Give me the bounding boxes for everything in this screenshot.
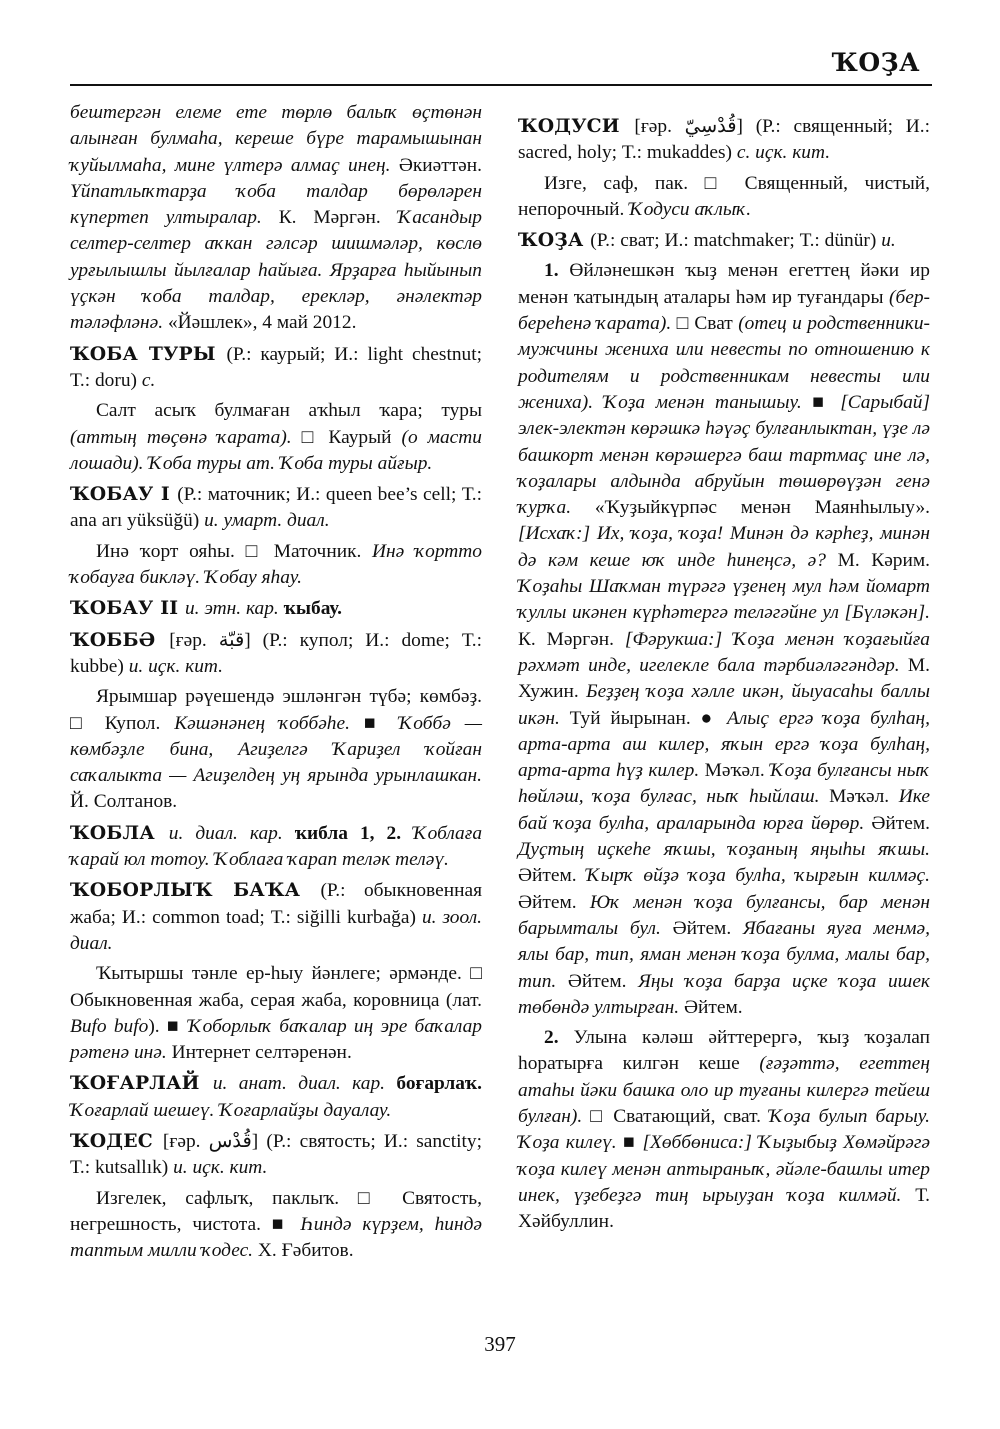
headword: ҠОБАУ II <box>70 597 185 620</box>
bold-text: 2. <box>544 1027 574 1049</box>
italic-text: Алыҫ ергә ҡоҙа булһаң, арта-арта аш килер, яҡын ергә ҡоҙа булһаң, арта-арта һүҙ килер. <box>518 707 930 782</box>
italic-text: (отец и родственники-мужчины жениха или невесты по отношению к родителям и родственникам невесты или жениха). Ҡоҙа менән танышыу. <box>518 313 930 413</box>
italic-text: Ҡоблаға ҡарай юл тотоу. Ҡоблаға ҡарап теләк теләү. <box>70 822 483 871</box>
headword: ҠОҒАРЛАЙ <box>70 1072 213 1095</box>
text-run: Ҡытыршы тәнле ер-һыу йәнлеге; әрмәнде. □ Обыкновенная жаба, серая жаба, коровница (лат. <box>70 963 482 1011</box>
italic-text: [Исхаҡ:] Их, ҡоҙа, ҡоҙа! Минән дә кәрһеҙ, минән дә кәм кеше юҡ инде һинеңсә, ә? <box>518 523 930 571</box>
italic-text: Беҙҙең ҡоҙа хәлле икән, йыуасаһы баллы икән. <box>518 681 930 729</box>
italic-text: Ҡоборлыҡ баҡалар иң эре баҡалар рәтенә инә. <box>70 1015 482 1064</box>
text-run: Х. Ғәбитов. <box>257 1240 354 1262</box>
bold-text: ҡибла 1, 2. <box>294 822 414 844</box>
italic-text: (аттың төҫөнә ҡарата). <box>70 426 302 448</box>
italic-text: Ҡырҡ өйҙә ҡоҙа булһа, ҡырғын килмәҫ. <box>586 865 930 887</box>
italic-text: Ябағаны яуға менмә, ялы бар, тип, яман менән ҡоҙа булма, малы бар, тип. <box>518 917 930 992</box>
text-run: Әйтем. <box>567 970 639 992</box>
text-run: Изгелек, сафлыҡ, паклыҡ. □ Святость, негрешность, чистота. ■ <box>70 1187 482 1235</box>
text-run: К. Мәргән. <box>518 628 625 650</box>
text-run: Өйләнешкән ҡыҙ менән егеттең йәки ир менән ҡатындың аталары һәм ир туғандары <box>518 260 931 308</box>
dictionary-entry <box>70 877 482 957</box>
headword: ҠОДЕС <box>70 1129 163 1152</box>
text-run: ). ■ <box>148 1015 189 1037</box>
left-column <box>70 100 482 1268</box>
italic-text: Юҡ менән ҡоҙа булғансы, бар менән барымталы бул. <box>518 891 930 939</box>
italic-text: Ҡодуси аҡлыҡ. <box>629 198 752 220</box>
dictionary-entry <box>70 595 482 622</box>
bold-text: боғарлаҡ. <box>396 1073 482 1095</box>
headword: ҠОБАУ I <box>70 483 178 506</box>
italic-text: Ҡасандыр селтер-селтер аҡкан гәлсәр шишмәләр, көслө урғылышлы йылғалар һайыға. Ярҙарға һыйынып үҫкән ҡоба талдар, ерекләр, әнәлектәр тәләфләнә. <box>70 207 482 334</box>
italic-text: [Сарыбай] элек-электән көрәшкә һәүәҫ булғанлыктан, үҙе лә башкорт менән көрәшергә баш тартмаҫ ине лә, ҡоҙалары алдында абруйын төшөрөүҙән генә ҡурҡа. <box>518 391 931 519</box>
dictionary-entry <box>70 820 482 874</box>
text-run: [ғәр. قُدْس] (Р.: святость; И.: sanctity; Т.: kutsallık) <box>70 1130 482 1179</box>
entry-paragraph <box>518 171 930 224</box>
text-run: Интернет селтәренән. <box>171 1042 352 1064</box>
text-run: К. Мәргән. <box>278 207 398 229</box>
text-run: □ Сват <box>676 313 739 335</box>
headword: ҠОҘА <box>518 229 591 252</box>
text-run: Әйтем. <box>683 996 743 1018</box>
text-run: М. Кәрим. <box>837 549 930 571</box>
text-run: Улына кәләш әйттерергә, ҡыҙ ҡоҙалап һоратырға килгән кеше <box>518 1027 931 1075</box>
text-run: Туй йырынан. ● <box>569 707 727 729</box>
italic-text: Инә ҡортто ҡобауға бикләү. Ҡобау яһау. <box>70 540 483 589</box>
dictionary-entry <box>70 1070 482 1124</box>
entry-paragraph <box>70 961 482 1066</box>
header-rule <box>70 84 932 86</box>
text-run: ■ <box>812 391 841 413</box>
entry-paragraph <box>70 100 482 337</box>
text-run: Изге, саф, пак. □ Священный, чистый, непорочный. <box>518 172 930 220</box>
italic-text: и. анат. диал. кар. <box>212 1073 397 1095</box>
italic-text: Ике бай ҡоҙа булһа, араларында юрға йөрөр. <box>518 786 930 834</box>
dictionary-entry <box>70 627 482 681</box>
text-run: Мәҡәл. <box>704 760 771 782</box>
italic-text: и. умарт. диал. <box>204 510 330 532</box>
italic-text: и. зоол. диал. <box>70 906 482 954</box>
entry-paragraph <box>70 398 482 477</box>
text-run: ■ <box>622 1132 643 1154</box>
headword: ҠОБЛА <box>70 821 169 844</box>
text-run: «Ҡуҙыйкүрпәс менән Маянһылыу». <box>594 497 930 519</box>
dictionary-entry <box>518 113 930 167</box>
italic-text: и. этн. кар. <box>184 598 284 620</box>
italic-text: и. <box>881 230 896 252</box>
italic-text: Ҡоббә — көмбәҙле бина, Агиҙелгә Ҡариҙел ҡойған саҡалыкта — Агиҙелдең уң ярында урынлашкан. <box>70 712 483 787</box>
italic-text: [Хөббөниса:] Ҡыҙыбыҙ Хөмәйрәгә ҡоҙа килеү менән аптыраныҡ, әйәле-башлы итер инек, үҙебеҙгә тиң ырыуҙан ҡоҙа килмәй. <box>518 1132 930 1206</box>
text-run: (Р.: обыкновенная жаба; И.: common toad; Т.: siğilli kurbağa) <box>70 880 482 928</box>
italic-text: Үйпатлыҡтарҙа ҡоба талдар бөрөләрен күпертеп ултыралар. <box>70 180 482 229</box>
entry-paragraph <box>518 258 930 1021</box>
headword: ҠОБА ТУРЫ <box>70 342 227 365</box>
dictionary-entry <box>518 227 930 254</box>
text-run: Салт асыҡ булмаған аҡһыл ҡара; туры <box>96 400 482 422</box>
text-run: (Р.: каурый; И.: light chestnut; Т.: doru) <box>70 343 482 391</box>
text-run: [ғәр. قبّة] (Р.: купол; И.: dome; Т.: kubbe) <box>70 629 482 677</box>
dictionary-entry <box>70 1128 482 1182</box>
text-run: «Йәшлек», 4 май 2012. <box>167 312 357 334</box>
text-run: Мәҡәл. <box>829 786 899 808</box>
text-run: (Р.: сват; И.: matchmaker; Т.: dünür) <box>590 230 882 252</box>
italic-text: и. диал. кар. <box>168 822 295 844</box>
page-number: 397 <box>484 1332 516 1356</box>
entry-paragraph <box>70 539 482 592</box>
text-run: Әкиәттән. <box>398 154 482 176</box>
italic-text: [Фәрукша:] Ҡоҙа менән ҡоҙағыйға рәхмәт инде, игелекле бала тәрбиәләгәндәр. <box>518 628 930 676</box>
italic-text: (ғәҙәттә, егеттең атаһы йәки башка оло ир туғаны килергә тейеш булған). <box>518 1053 930 1127</box>
text-run: ■ <box>363 712 399 734</box>
bold-text: 1. <box>544 260 570 282</box>
italic-text: Bufo bufo <box>70 1015 149 1037</box>
italic-text: Ҡоғарлай шешеү. Ҡоғарлайҙы дауалау. <box>70 1099 392 1121</box>
text-run: Әйтем. <box>518 891 590 913</box>
headword: ҠОББӘ <box>70 628 170 651</box>
dictionary-entry <box>70 341 482 395</box>
italic-text: бештергән елеме ете төрлө балыҡ өҫтөнән алынған булмаһа, кереше бүре тарамышынан ҡуйылмаһа, мине үлтерә алмаҫ инең. <box>70 102 482 176</box>
italic-text: Һиндә күрҙем, һиндә таптым милли ҡодес. <box>70 1213 482 1262</box>
italic-text: и. иҫк. кит. <box>173 1157 268 1179</box>
text-run: Й. Солтанов. <box>70 791 178 813</box>
text-run: Ярымшар рәүешендә эшләнгән түбә; көмбәҙ. □ Купол. <box>70 686 482 734</box>
italic-text: Ҡоҙаһы Шаҡман түрәгә үҙенең мул һәм йомарт ҡуллы икәнен күрһәтергә теләгәйне ул [Бүләкән]. <box>518 576 930 624</box>
entry-paragraph <box>70 1186 482 1265</box>
text-run: [ғәр. قُدْسِيّ] (Р.: священный; И.: sacred, holy; Т.: mukaddes) <box>518 116 930 164</box>
text-run: Т. Хәйбуллин. <box>518 1184 930 1233</box>
italic-text: с. иҫк. кит. <box>736 142 831 164</box>
italic-text: и. иҫк. кит. <box>128 655 224 677</box>
text-run: □ Каурый <box>301 426 402 448</box>
italic-text: Яңы ҡоҙа барҙа иҫке ҡоҙа ишек төбөндә ултырған. <box>518 970 930 1018</box>
text-run: □ Сватающий, сват. <box>590 1105 770 1127</box>
running-header-word: ҠОҘА <box>831 48 920 77</box>
text-run: Инә ҡорт ояһы. □ Маточник. <box>96 540 373 562</box>
headword: ҠОДУСИ <box>518 115 635 137</box>
text-run: (Р.: маточник; И.: queen bee’s cell; Т.: ana arı yüksüğü) <box>70 484 482 532</box>
text-run: Әйтем. <box>672 917 743 939</box>
text-run: Әйтем. <box>518 865 587 887</box>
text-run: М. Хужин. <box>518 654 930 703</box>
headword: ҠОБОРЛЫҠ БАҠА <box>70 879 321 902</box>
italic-text: (о масти лошади). Ҡоба туры ат. Ҡоба туры айғыр. <box>70 426 482 474</box>
italic-text: Ҡоҙа булып барыу. Ҡоҙа килеү. <box>518 1105 930 1154</box>
italic-text: (бер-береһенә ҡарата). <box>518 286 930 335</box>
right-column <box>518 113 930 1239</box>
italic-text: Дуҫтың иҫкеһе яҡшы, ҡоҙаның яңыһы яҡшы. <box>518 839 930 861</box>
italic-text: с. <box>141 369 156 391</box>
italic-text: Кәшәнәнең ҡоббәһе. <box>174 712 364 734</box>
italic-text: Ҡоҙа булғансы ныҡ һөйләш, ҡоҙа булғас, ныҡ һыйлаш. <box>518 760 930 808</box>
dictionary-entry <box>70 481 482 535</box>
bold-text: ҡыбау. <box>283 598 343 620</box>
text-run: Әйтем. <box>871 812 930 834</box>
entry-paragraph <box>70 684 482 815</box>
entry-paragraph <box>518 1025 930 1235</box>
